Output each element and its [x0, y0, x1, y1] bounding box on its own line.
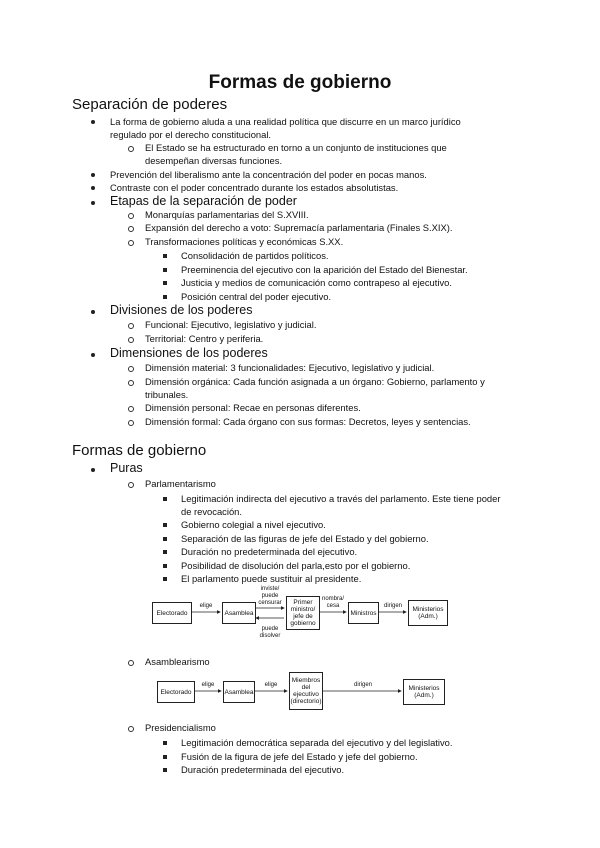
label-puede-disolver: puede disolver	[259, 626, 281, 639]
list-item: Legitimación democrática separada del ejecutivo y del legislativo.	[181, 737, 453, 748]
bullet-circle	[128, 482, 134, 488]
bullet-square	[163, 497, 167, 501]
bullet-square	[163, 550, 167, 554]
box-ministros: Ministros	[348, 602, 379, 624]
list-item: Prevención del liberalismo ante la concentración del poder en pocas manos.	[110, 169, 427, 180]
list-item: Dimensión material: 3 funcionalidades: Ejecutivo, legislativo y judicial.	[145, 362, 435, 373]
section-heading-formas: Formas de gobierno	[72, 442, 207, 459]
bullet-dot	[91, 201, 95, 205]
bullet-dot	[91, 173, 95, 177]
asamblearismo-diagram	[155, 670, 450, 712]
list-item: El parlamento puede sustituir al presidente.	[181, 573, 362, 584]
etapas-heading: Etapas de la separación de poder	[110, 194, 297, 208]
bullet-circle	[128, 660, 134, 666]
label-elige: elige	[199, 603, 213, 609]
label-inviste: inviste/ puede censurar	[258, 586, 282, 606]
list-item: Contraste con el poder concentrado durante los estados absolutistas.	[110, 182, 399, 193]
section-heading-separacion: Separación de poderes	[72, 96, 228, 113]
list-item: Legitimación indirecta del ejecutivo a través del parlamento. Este tiene poder	[181, 493, 501, 504]
bullet-square	[163, 741, 167, 745]
list-item: Dimensión personal: Recae en personas diferentes.	[145, 402, 361, 413]
label-dirigen: dirigen	[383, 603, 402, 609]
bullet-square	[163, 254, 167, 258]
intro-sub-1: El Estado se ha estructurado en torno a un conjunto de instituciones que	[145, 142, 447, 153]
bullet-circle	[128, 726, 134, 732]
list-item: Territorial: Centro y periferia.	[145, 333, 264, 344]
list-item: Consolidación de partidos políticos.	[181, 250, 329, 261]
list-item: Duración predeterminada del ejecutivo.	[181, 764, 345, 775]
bullet-dot	[91, 468, 95, 472]
list-item: Expansión del derecho a voto: Supremacía parlamentaria (Finales S.XIX).	[145, 222, 453, 233]
intro-text-1: La forma de gobierno aluda a una realidad política que discurre en un marco jurídico	[110, 116, 461, 127]
list-item: Duración no predeterminada del ejecutivo.	[181, 546, 358, 557]
box-primer-ministro: Primer ministro/ jefe de gobierno	[286, 596, 320, 630]
box-asamblea: Asamblea	[222, 602, 256, 624]
box-miembros-ejecutivo: Miembros del ejecutivo (directorio)	[289, 672, 323, 710]
bullet-dot	[91, 310, 95, 314]
list-item: Posición central del poder ejecutivo.	[181, 291, 332, 302]
bullet-circle	[128, 323, 134, 329]
bullet-square	[163, 281, 167, 285]
bullet-circle	[128, 366, 134, 372]
list-item: Gobierno colegial a nivel ejecutivo.	[181, 519, 326, 530]
list-item: Fusión de la figura de jefe del Estado y jefe del gobierno.	[181, 751, 418, 762]
box-ministerios: Ministerios (Adm.)	[408, 600, 448, 626]
box-electorado: Electorado	[152, 602, 192, 624]
list-item: tribunales.	[145, 389, 189, 400]
bullet-dot	[91, 120, 95, 124]
asamblearismo-label: Asamblearismo	[145, 656, 210, 667]
bullet-square	[163, 768, 167, 772]
list-item: de revocación.	[181, 506, 242, 517]
list-item: Posibilidad de disolución del parla,esto por el gobierno.	[181, 560, 411, 571]
bullet-dot	[91, 353, 95, 357]
list-item: Separación de las figuras de jefe del Estado y del gobierno.	[181, 533, 429, 544]
bullet-circle	[128, 380, 134, 386]
list-item: Funcional: Ejecutivo, legislativo y judicial.	[145, 319, 317, 330]
bullet-circle	[128, 337, 134, 343]
bullet-square	[163, 523, 167, 527]
bullet-circle	[128, 420, 134, 426]
bullet-dot	[91, 186, 95, 190]
list-item: Justicia y medios de comunicación como contrapeso al ejecutivo.	[181, 277, 452, 288]
bullet-circle	[128, 213, 134, 219]
bullet-circle	[128, 406, 134, 412]
box-ministerios: Ministerios (Adm.)	[403, 679, 445, 705]
presidencialismo-label: Presidencialismo	[145, 722, 216, 733]
box-asamblea: Asamblea	[223, 681, 255, 703]
list-item: Dimensión orgánica: Cada función asignada a un órgano: Gobierno, parlamento y	[145, 376, 485, 387]
list-item: Monarquías parlamentarias del S.XVIII.	[145, 209, 309, 220]
bullet-square	[163, 564, 167, 568]
label-dirigen: dirigen	[353, 682, 372, 688]
parlamentarismo-diagram	[150, 586, 450, 648]
label-nombra: nombra/ cesa	[321, 596, 344, 609]
list-item: Dimensión formal: Cada órgano con sus formas: Decretos, leyes y sentencias.	[145, 416, 471, 427]
bullet-circle	[128, 226, 134, 232]
box-electorado: Electorado	[157, 681, 195, 703]
intro-text-2: regulado por el derecho constitucional.	[110, 129, 272, 140]
list-item: Transformaciones políticas y económicas S.XX.	[145, 236, 344, 247]
intro-sub-2: desempeñan diversas funciones.	[145, 155, 283, 166]
bullet-square	[163, 537, 167, 541]
bullet-square	[163, 295, 167, 299]
dimensiones-heading: Dimensiones de los poderes	[110, 346, 268, 360]
parlamentarismo-label: Parlamentarismo	[145, 478, 216, 489]
bullet-square	[163, 755, 167, 759]
divisiones-heading: Divisiones de los poderes	[110, 303, 253, 317]
bullet-square	[163, 268, 167, 272]
bullet-circle	[128, 146, 134, 152]
bullet-circle	[128, 240, 134, 246]
page-title: Formas de gobierno	[208, 72, 392, 93]
label-elige: elige	[264, 682, 278, 688]
bullet-square	[163, 577, 167, 581]
puras-heading: Puras	[110, 461, 143, 475]
list-item: Preeminencia del ejecutivo con la aparición del Estado del Bienestar.	[181, 264, 468, 275]
label-elige: elige	[201, 682, 215, 688]
